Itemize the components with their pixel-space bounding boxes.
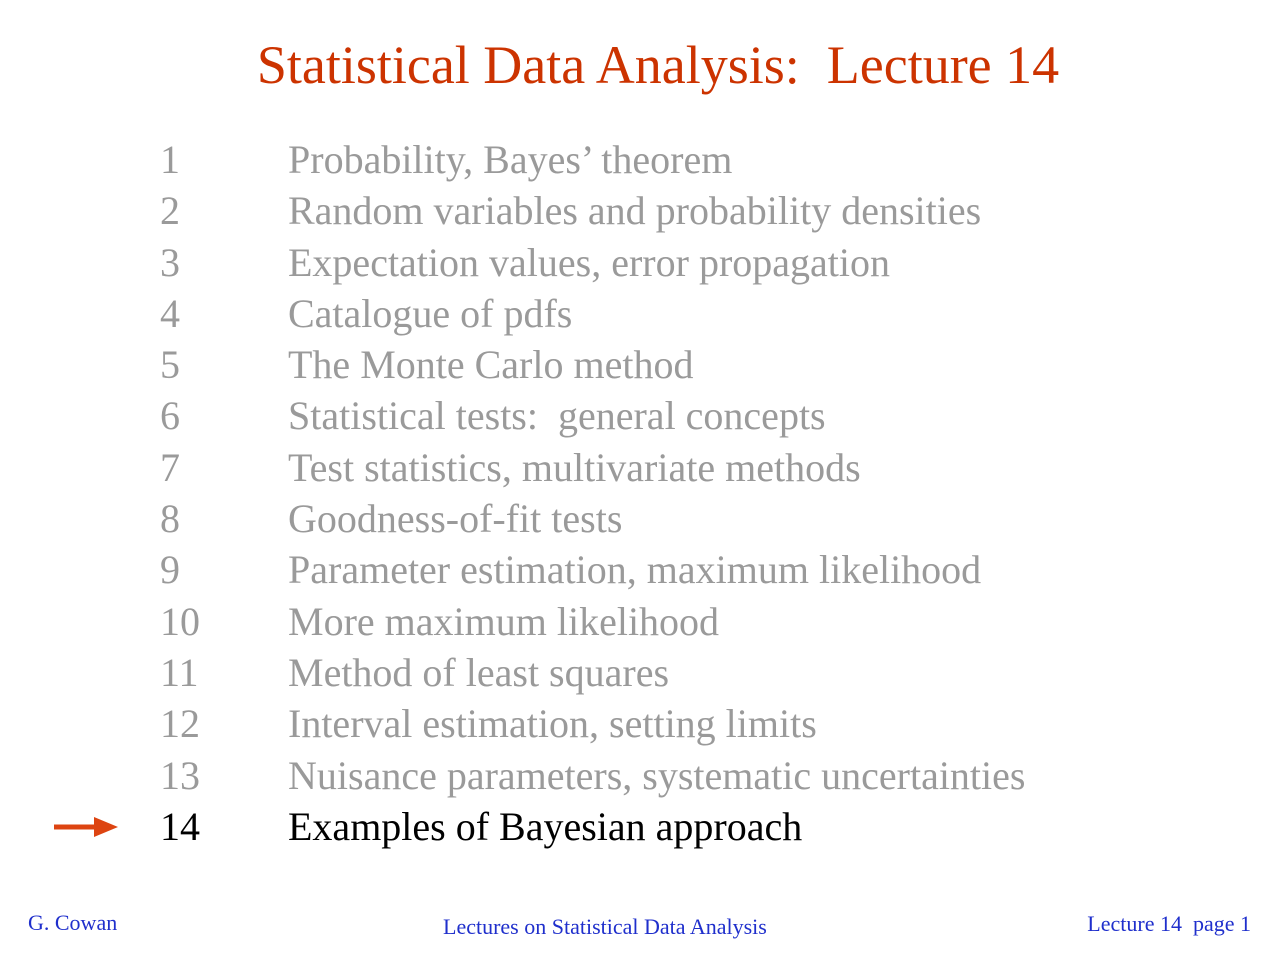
- lecture-row-13: [0, 750, 1280, 801]
- lecture-number: 5: [160, 342, 180, 388]
- lecture-number: 10: [160, 598, 200, 644]
- lecture-topic: More maximum likelihood: [288, 598, 720, 644]
- right-arrow-icon: [54, 817, 118, 837]
- lecture-topic: Examples of Bayesian approach: [288, 803, 803, 849]
- lecture-row-12: [0, 698, 1280, 749]
- lecture-topic: Probability, Bayes’ theorem: [288, 137, 733, 182]
- lecture-row-14: [0, 801, 1280, 852]
- lecture-topic: Interval estimation, setting limits: [288, 701, 817, 747]
- lecture-topic: Test statistics, multivariate methods: [288, 444, 861, 490]
- footer-course-title: Lectures on Statistical Data Analysis: [443, 914, 767, 939]
- lecture-number: 8: [160, 496, 180, 542]
- footer-lecture-label: Lecture 14: [1087, 911, 1182, 936]
- lecture-row-9: [0, 544, 1280, 595]
- lecture-number: 11: [160, 649, 199, 695]
- lecture-number: 14: [160, 803, 200, 849]
- lecture-number: 1: [160, 137, 180, 182]
- footer-page-label: page 1: [1192, 911, 1251, 936]
- lecture-row-2: [0, 185, 1280, 236]
- lecture-row-8: [0, 493, 1280, 544]
- lecture-row-10: [0, 596, 1280, 647]
- footer-author: G. Cowan: [28, 910, 118, 935]
- arrow-shaft: [54, 824, 98, 829]
- lecture-topic: Parameter estimation, maximum likelihood: [288, 547, 982, 593]
- lecture-number: 4: [160, 290, 180, 336]
- lecture-number: 9: [160, 547, 180, 593]
- lecture-row-3: [0, 237, 1280, 288]
- lecture-row-4: [0, 288, 1280, 339]
- lecture-number: 7: [160, 444, 180, 490]
- lecture-row-5: [0, 339, 1280, 390]
- lecture-number: 2: [160, 188, 180, 234]
- lecture-list: [0, 134, 1280, 852]
- lecture-number: 3: [160, 239, 180, 285]
- lecture-number: 13: [160, 752, 200, 798]
- lecture-row-1: [0, 134, 1280, 185]
- lecture-topic: Nuisance parameters, systematic uncertainties: [288, 752, 1026, 798]
- footer-page-info: [1087, 911, 1251, 937]
- lecture-row-6: [0, 390, 1280, 441]
- lecture-row-7: [0, 442, 1280, 493]
- lecture-topic: Method of least squares: [288, 649, 670, 695]
- arrow-head: [94, 817, 118, 837]
- lecture-number: 6: [160, 393, 180, 439]
- lecture-row-11: [0, 647, 1280, 698]
- slide-title: Statistical Data Analysis: Lecture 14: [256, 35, 1060, 95]
- lecture-topic: Catalogue of pdfs: [288, 290, 573, 336]
- lecture-topic: Random variables and probability densities: [288, 188, 982, 234]
- lecture-topic: Statistical tests: general concepts: [288, 393, 826, 439]
- lecture-topic: Expectation values, error propagation: [288, 239, 890, 285]
- lecture-topic: Goodness-of-fit tests: [288, 496, 623, 542]
- lecture-number: 12: [160, 701, 200, 747]
- lecture-topic: The Monte Carlo method: [288, 342, 694, 388]
